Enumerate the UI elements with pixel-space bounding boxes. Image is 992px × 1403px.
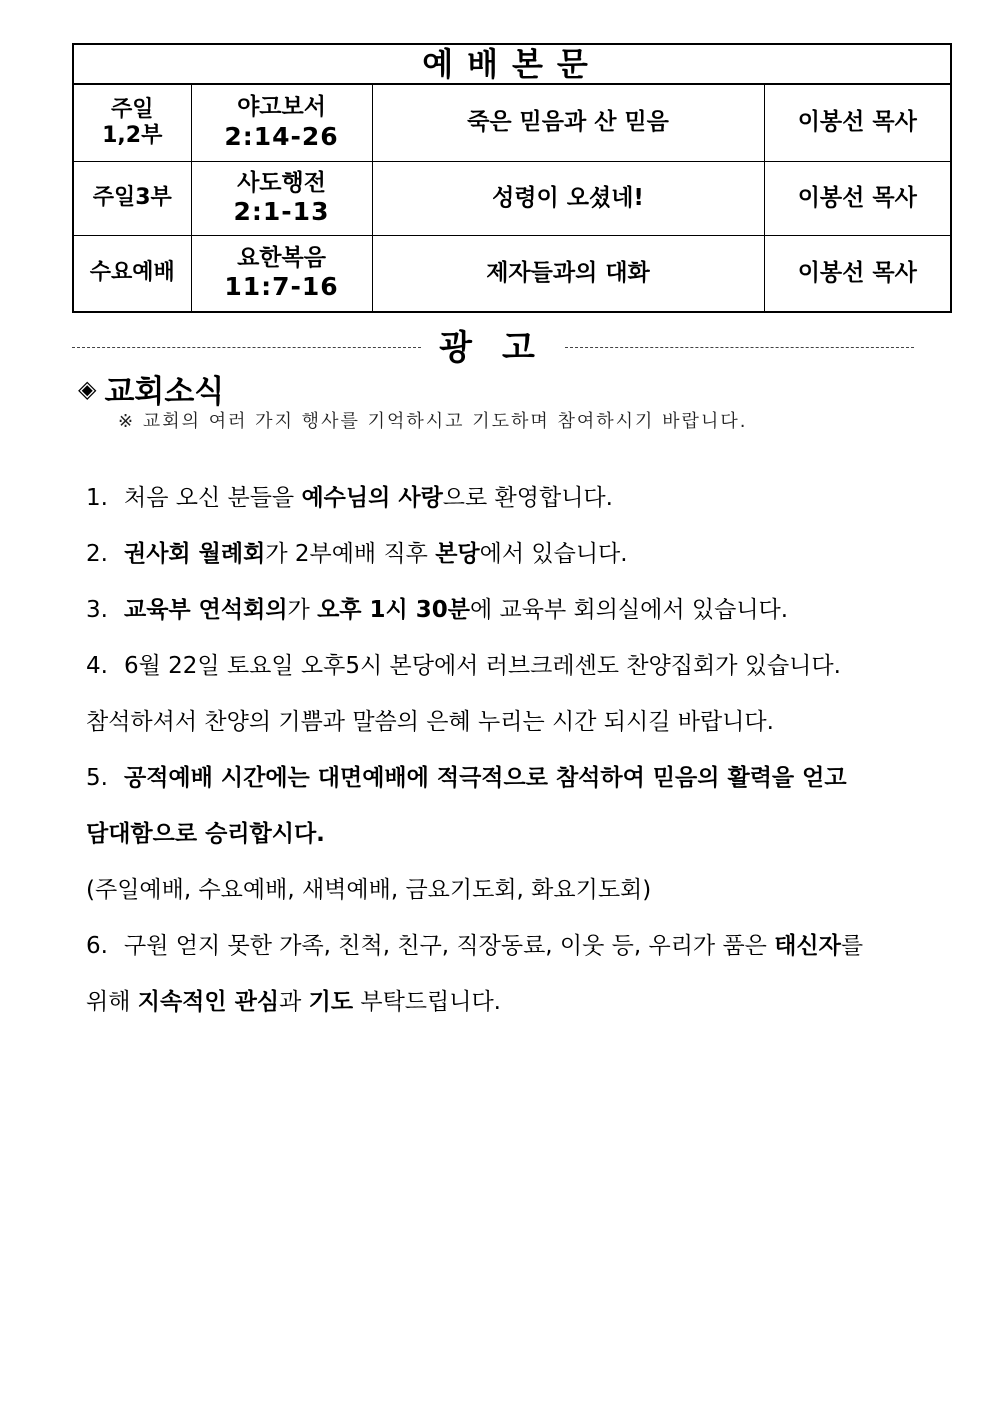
table-row xyxy=(73,235,951,312)
table-row xyxy=(73,84,951,161)
scripture-book: 사도행전 xyxy=(237,169,326,196)
preacher: 이봉선 목사 xyxy=(764,161,951,235)
diamond-icon: ◈ xyxy=(78,374,97,403)
list-item: 5. 공적예배 시간에는 대면예배에 적극적으로 참석하여 믿음의 활력을 얻고 xyxy=(86,765,847,791)
scripture xyxy=(191,84,372,161)
service-name: 주일 1,2부 xyxy=(73,84,191,161)
announcement-heading xyxy=(72,322,914,366)
divider xyxy=(72,347,421,348)
announcement-list xyxy=(86,470,886,1030)
scripture-book: 요한복음 xyxy=(237,244,326,271)
preacher: 이봉선 목사 xyxy=(764,235,951,312)
worship-header-row xyxy=(73,44,951,84)
scripture xyxy=(191,235,372,312)
divider xyxy=(565,347,914,348)
section-heading xyxy=(78,366,224,411)
scripture-book: 야고보서 xyxy=(237,94,326,121)
scripture xyxy=(191,161,372,235)
sermon-title: 성령이 오셨네! xyxy=(372,161,764,235)
table-row xyxy=(73,161,951,235)
list-item: 4. 6월 22일 토요일 오후5시 본당에서 러브크레센도 찬양집회가 있습니다. xyxy=(86,653,841,679)
scripture-verse: 2:1-13 xyxy=(233,197,330,227)
service-name: 주일3부 xyxy=(73,161,191,235)
sermon-title: 제자들과의 대화 xyxy=(372,235,764,312)
list-item-continuation: 담대함으로 승리합시다. xyxy=(86,821,325,847)
list-item-continuation: (주일예배, 수요예배, 새벽예배, 금요기도회, 화요기도회) xyxy=(86,877,652,903)
list-item-continuation: 위해 지속적인 관심과 기도 부탁드립니다. xyxy=(86,989,501,1015)
scripture-verse: 11:7-16 xyxy=(224,272,339,302)
service-name: 수요예배 xyxy=(73,235,191,312)
scripture-verse: 2:14-26 xyxy=(224,121,339,151)
section-title: 교회소식 xyxy=(104,374,225,410)
list-item: 1. 처음 오신 분들을 예수님의 사랑으로 환영합니다. xyxy=(86,485,613,511)
list-item-continuation: 참석하셔서 찬양의 기쁨과 말씀의 은혜 누리는 시간 되시길 바랍니다. xyxy=(86,709,774,735)
list-item: 6. 구원 얻지 못한 가족, 친척, 친구, 직장동료, 이웃 등, 우리가 품은 태신자를 xyxy=(86,933,864,959)
list-item: 3. 교육부 연석회의가 오후 1시 30분에 교육부 회의실에서 있습니다. xyxy=(86,597,789,623)
list-item: 2. 권사회 월례회가 2부예배 직후 본당에서 있습니다. xyxy=(86,541,628,567)
announcement-title: 광고 xyxy=(439,327,565,368)
worship-table xyxy=(72,43,952,313)
sermon-title: 죽은 믿음과 산 믿음 xyxy=(372,84,764,161)
section-note: ※ 교회의 여러 가지 행사를 기억하시고 기도하며 참여하시기 바랍니다. xyxy=(118,411,748,432)
worship-title: 예배본문 xyxy=(73,44,951,84)
preacher: 이봉선 목사 xyxy=(764,84,951,161)
